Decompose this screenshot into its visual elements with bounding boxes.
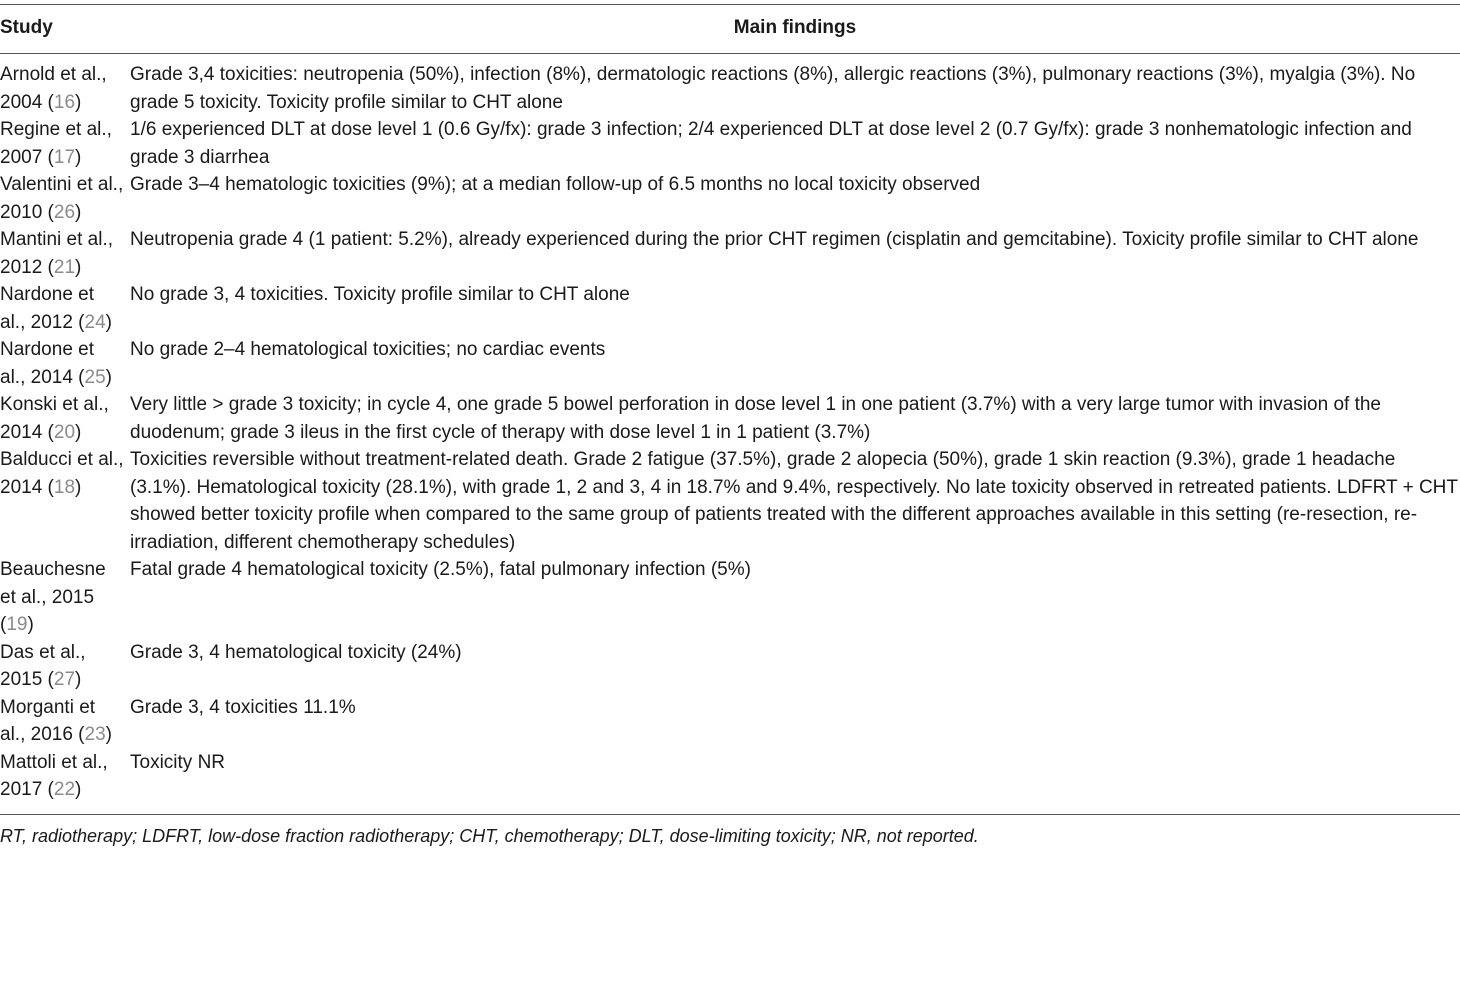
study-cell: Regine et al., 2007 (17) — [0, 119, 112, 168]
table-header — [0, 5, 1460, 54]
study-reference-link[interactable]: 19 — [6, 614, 28, 635]
findings-cell: Grade 3, 4 hematological toxicity (24%) — [130, 641, 462, 663]
study-author: Konski et al., 2014 — [0, 394, 109, 443]
table-row — [0, 226, 1460, 281]
study-author: Morganti et al., 2016 — [0, 696, 96, 745]
findings-cell: Fatal grade 4 hematological toxicity (2.5%), fatal pulmonary infection (5%) — [130, 559, 751, 580]
study-reference-link[interactable]: 25 — [84, 366, 106, 388]
study-cell: Balducci et al., 2014 (18) — [0, 449, 124, 498]
study-cell: Nardone et al., 2014 (25) — [0, 339, 112, 388]
header-row — [0, 5, 1460, 54]
study-reference-link[interactable]: 23 — [84, 724, 106, 745]
findings-cell: No grade 3, 4 toxicities. Toxicity profile similar to CHT alone — [130, 284, 630, 305]
findings-cell: Neutropenia grade 4 (1 patient: 5.2%), already experienced during the prior CHT regimen (cisplatin and gemcitabine). Toxicity profile similar to CHT alone — [130, 229, 1419, 250]
study-reference-link[interactable]: 26 — [53, 201, 76, 223]
study-cell: Mattoli et al., 2017 (22) — [0, 751, 108, 800]
header-study: Study — [0, 17, 53, 38]
table-row — [0, 391, 1460, 446]
findings-cell: Grade 3, 4 toxicities 11.1% — [130, 696, 356, 718]
table-row — [0, 749, 1460, 814]
study-cell: Konski et al., 2014 (20) — [0, 394, 109, 443]
table-row — [0, 694, 1460, 749]
study-cell: Nardone et al., 2012 (24) — [0, 284, 112, 333]
study-cell: Arnold et al., 2004 (16) — [0, 64, 107, 113]
findings-cell: No grade 2–4 hematological toxicities; no cardiac events — [130, 339, 606, 360]
study-reference-link[interactable]: 16 — [53, 91, 76, 113]
study-reference-link[interactable]: 20 — [53, 421, 76, 443]
findings-cell: Very little > grade 3 toxicity; in cycle 4, one grade 5 bowel perforation in dose level 1 in one patient (3.7%) with a very large tumor with invasion of the duodenum; grade 3 ileus in the first cycle of therapy with dose level 1 in 1 patient (3.7%) — [130, 394, 1381, 443]
findings-cell: 1/6 experienced DLT at dose level 1 (0.6 Gy/fx): grade 3 infection; 2/4 experienced DLT at dose level 2 (0.7 Gy/fx): grade 3 nonhematologic infection and grade 3 diarrhea — [130, 119, 1412, 168]
study-author: Nardone et al., 2014 — [0, 339, 95, 388]
study-reference-link[interactable]: 17 — [53, 146, 76, 168]
findings-cell: Toxicity NR — [130, 751, 226, 773]
header-main-findings: Main findings — [733, 17, 857, 38]
study-reference-link[interactable]: 22 — [53, 779, 76, 800]
toxicity-table — [0, 5, 1460, 814]
study-reference-link[interactable]: 24 — [84, 311, 106, 333]
study-reference-link[interactable]: 21 — [53, 256, 76, 278]
study-author: Beauchesne et al., 2015 — [0, 559, 106, 608]
table-row — [0, 336, 1460, 391]
findings-cell: Grade 3,4 toxicities: neutropenia (50%), infection (8%), dermatologic reactions (8%), allergic reactions (3%), pulmonary reactions (3%), myalgia (3%). No grade 5 toxicity. Toxicity profile similar to CHT alone — [130, 64, 1416, 113]
table-row — [0, 446, 1460, 556]
study-author: Regine et al., 2007 — [0, 119, 112, 168]
study-cell: Valentini et al., 2010 (26) — [0, 174, 124, 223]
study-author: Das et al., 2015 — [0, 641, 86, 690]
study-author: Valentini et al., 2010 — [0, 174, 124, 223]
study-reference-link[interactable]: 27 — [53, 669, 76, 690]
study-cell: Beauchesne et al., 2015 (19) — [0, 559, 106, 635]
table-footnote: RT, radiotherapy; LDFRT, low-dose fraction radiotherapy; CHT, chemotherapy; DLT, dose-limiting toxicity; NR, not reported. — [0, 825, 979, 846]
study-author: Mantini et al., 2012 — [0, 229, 113, 278]
study-author: Balducci et al., 2014 — [0, 449, 124, 498]
study-cell: Morganti et al., 2016 (23) — [0, 696, 112, 745]
table-row — [0, 116, 1460, 171]
study-author: Nardone et al., 2012 — [0, 284, 95, 333]
study-cell: Mantini et al., 2012 (21) — [0, 229, 113, 278]
table-row — [0, 281, 1460, 336]
table-row — [0, 639, 1460, 694]
study-reference-link[interactable]: 18 — [53, 476, 76, 498]
findings-cell: Grade 3–4 hematologic toxicities (9%); at a median follow-up of 6.5 months no local toxicity observed — [130, 174, 981, 195]
table-row — [0, 54, 1460, 117]
study-author: Arnold et al., 2004 — [0, 64, 107, 113]
table-row — [0, 171, 1460, 226]
findings-cell: Toxicities reversible without treatment-related death. Grade 2 fatigue (37.5%), grade 2 alopecia (50%), grade 1 skin reaction (9.3%), grade 1 headache (3.1%). Hematological toxicity (28.1%), with grade 1, 2 and 3, 4 in 18.7% and 9.4%, respectively. No late toxicity observed in retreated patients. LDFRT + CHT showed better toxicity profile when compared to the same group of patients treated with the different approaches available in this setting (re-resection, re-irradiation, different chemotherapy schedules) — [130, 449, 1458, 553]
table-row — [0, 556, 1460, 639]
study-cell: Das et al., 2015 (27) — [0, 641, 86, 690]
study-author: Mattoli et al., 2017 — [0, 751, 108, 800]
table-body — [0, 54, 1460, 814]
